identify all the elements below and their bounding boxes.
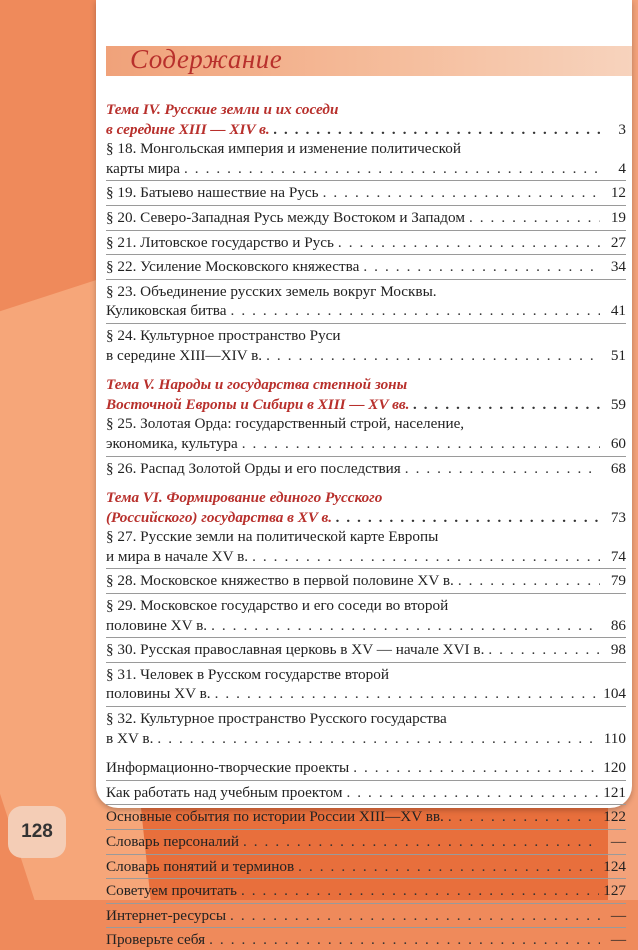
topic-5-title-line2: Восточной Европы и Сибири в XIII — XV вв. (106, 395, 410, 413)
toc-entry-topic-5[interactable] (106, 395, 626, 415)
toc-entry-self-check[interactable] (106, 930, 626, 950)
toc-entry-27[interactable] (106, 547, 626, 567)
divider (106, 829, 626, 830)
divider (106, 568, 626, 569)
topic-5-title-line1: Тема V. Народы и государства степной зоны (106, 376, 408, 394)
page-ref: 122 (603, 808, 626, 826)
dot-leader (209, 930, 600, 950)
page-ref: 73 (610, 508, 626, 526)
section-32-line2: в XV в. (106, 729, 154, 747)
section-21-text: § 21. Литовское государство и Русь (106, 233, 334, 251)
divider (106, 854, 626, 855)
dot-leader (469, 208, 600, 228)
page-ref: 4 (618, 159, 626, 177)
toc-entry-18[interactable] (106, 159, 626, 179)
toc-entry-19[interactable] (106, 183, 626, 203)
section-32-line1: § 32. Культурное пространство Русского государства (106, 710, 447, 728)
dot-leader (184, 159, 600, 179)
page-ref: 12 (610, 184, 626, 202)
page-title: Содержание (130, 44, 283, 74)
page-ref: 51 (610, 346, 626, 364)
dot-leader (215, 684, 600, 704)
toc-entry-23[interactable] (106, 301, 626, 321)
toc-entry-reading[interactable] (106, 881, 626, 901)
topic-6-title-line2: (Российского) государства в XV в. (106, 508, 333, 526)
dot-leader (363, 257, 600, 277)
dot-leader (413, 395, 600, 415)
section-23-line1: § 23. Объединение русских земель вокруг Москвы. (106, 282, 437, 300)
appendix-text: Проверьте себя (106, 931, 206, 949)
toc-entry-21[interactable] (106, 233, 626, 253)
topic-4-title-line1: Тема IV. Русские земли и их соседи (106, 101, 339, 118)
topic-4-title-line2: в середине XIII — XIV в. (106, 120, 270, 138)
appendix-text: Советуем прочитать (106, 882, 237, 900)
table-of-contents (106, 100, 626, 950)
page-ref: 68 (610, 459, 626, 477)
toc-entry-topic-6[interactable] (106, 508, 626, 528)
dot-leader (230, 906, 600, 926)
dot-leader (231, 301, 600, 321)
page-ref: — (610, 833, 626, 850)
divider (106, 205, 626, 206)
dot-leader (211, 616, 600, 636)
toc-entry-how-to-work[interactable] (106, 783, 626, 803)
toc-entry-internet[interactable] (106, 906, 626, 926)
divider (106, 323, 626, 324)
toc-entry-26[interactable] (106, 459, 626, 479)
section-22-text: § 22. Усиление Московского княжества (106, 258, 360, 276)
divider (106, 903, 626, 904)
toc-entry-22[interactable] (106, 257, 626, 277)
page-ref: 74 (610, 547, 626, 565)
dot-leader (157, 729, 599, 749)
page-ref: 104 (603, 685, 626, 703)
toc-entry-persons-glossary[interactable] (106, 832, 626, 852)
section-24-line1: § 24. Культурное пространство Руси (106, 326, 341, 344)
section-25-line1: § 25. Золотая Орда: государственный строй, население, (106, 415, 465, 433)
dot-leader (242, 434, 600, 454)
appendix-text: Как работать над учебным проектом (106, 783, 343, 801)
appendix-text: Словарь понятий и терминов (106, 857, 295, 875)
appendix-text: Словарь персоналий (106, 833, 239, 850)
toc-entry-20[interactable] (106, 208, 626, 228)
divider (106, 804, 626, 805)
section-18-line2: карты мира (106, 159, 180, 177)
dot-leader (274, 120, 600, 140)
toc-entry-25[interactable] (106, 434, 626, 454)
divider (106, 254, 626, 255)
divider (106, 637, 626, 638)
toc-entry-31[interactable] (106, 684, 626, 704)
dot-leader (353, 758, 599, 778)
toc-entry-projects[interactable] (106, 758, 626, 778)
section-27-line2: и мира в начале XV в. (106, 547, 249, 565)
page-number: 128 (8, 806, 66, 858)
toc-entry-30[interactable] (106, 640, 626, 660)
section-31-line1: § 31. Человек в Русском государстве второй (106, 665, 389, 683)
page-ref: 27 (610, 233, 626, 251)
topic-6-title-line1: Тема VI. Формирование единого Русского (106, 489, 383, 507)
dot-leader (323, 183, 600, 203)
dot-leader (346, 783, 599, 803)
page-ref: 79 (610, 572, 626, 590)
appendix-text: Основные события по истории России XIII—XV вв. (106, 808, 444, 826)
section-29-line1: § 29. Московское государство и его соседи во второй (106, 597, 449, 615)
section-23-line2: Куликовская битва (106, 302, 227, 320)
page-ref: 98 (610, 641, 626, 659)
page-ref: 127 (603, 882, 626, 900)
section-19-text: § 19. Батыево нашествие на Русь (106, 184, 319, 202)
section-31-line2: половины XV в. (106, 685, 211, 703)
dot-leader (336, 508, 600, 528)
toc-entry-terms-glossary[interactable] (106, 857, 626, 877)
toc-entry-main-events[interactable] (106, 807, 626, 827)
divider (106, 927, 626, 928)
dot-leader (252, 547, 600, 567)
divider (106, 456, 626, 457)
dot-leader (266, 346, 600, 366)
page-ref: 124 (603, 857, 626, 875)
page-ref: 60 (610, 434, 626, 452)
divider (106, 662, 626, 663)
divider (106, 878, 626, 879)
page-ref: 3 (618, 120, 626, 138)
section-18-line1: § 18. Монгольская империя и изменение политической (106, 140, 461, 158)
dot-leader (298, 857, 599, 877)
section-20-text: § 20. Северо-Западная Русь между Востоком и Западом (106, 208, 465, 226)
dot-leader (448, 807, 599, 827)
page-ref: 19 (610, 208, 626, 226)
toc-entry-24[interactable] (106, 346, 626, 366)
page-ref: 41 (610, 302, 626, 320)
divider (106, 780, 626, 781)
page-ref: 86 (610, 616, 626, 634)
page-ref: 121 (603, 783, 626, 801)
page-ref: — (610, 906, 626, 924)
toc-entry-28[interactable] (106, 571, 626, 591)
divider (106, 279, 626, 280)
page-ref: 110 (603, 729, 626, 747)
page-ref: 34 (610, 258, 626, 276)
dot-leader (405, 459, 600, 479)
dot-leader (488, 640, 600, 660)
divider (106, 180, 626, 181)
divider (106, 706, 626, 707)
page-ref: 59 (610, 395, 626, 413)
dot-leader (338, 233, 600, 253)
page-sheet (96, 0, 632, 949)
divider (106, 593, 626, 594)
page-ref: — (610, 931, 626, 949)
page-ref: 120 (603, 759, 626, 777)
dot-leader (241, 881, 599, 901)
section-25-line2: экономика, культура (106, 434, 238, 452)
toc-entry-32[interactable] (106, 729, 626, 749)
toc-entry-29[interactable] (106, 616, 626, 636)
toc-entry-topic-4[interactable] (106, 120, 626, 140)
dot-leader (458, 571, 600, 591)
section-24-line2: в середине XIII—XIV в. (106, 346, 263, 364)
section-27-line1: § 27. Русские земли на политической карте Европы (106, 528, 439, 546)
dot-leader (243, 832, 600, 852)
section-30-text: § 30. Русская православная церковь в XV — начале XVI в. (106, 641, 485, 659)
divider (106, 230, 626, 231)
appendix-text: Интернет-ресурсы (106, 906, 227, 924)
section-28-text: § 28. Московское княжество в первой половине XV в. (106, 572, 454, 590)
section-26-text: § 26. Распад Золотой Орды и его последствия (106, 459, 401, 477)
section-29-line2: половине XV в. (106, 616, 208, 634)
appendix-text: Информационно-творческие проекты (106, 759, 350, 777)
